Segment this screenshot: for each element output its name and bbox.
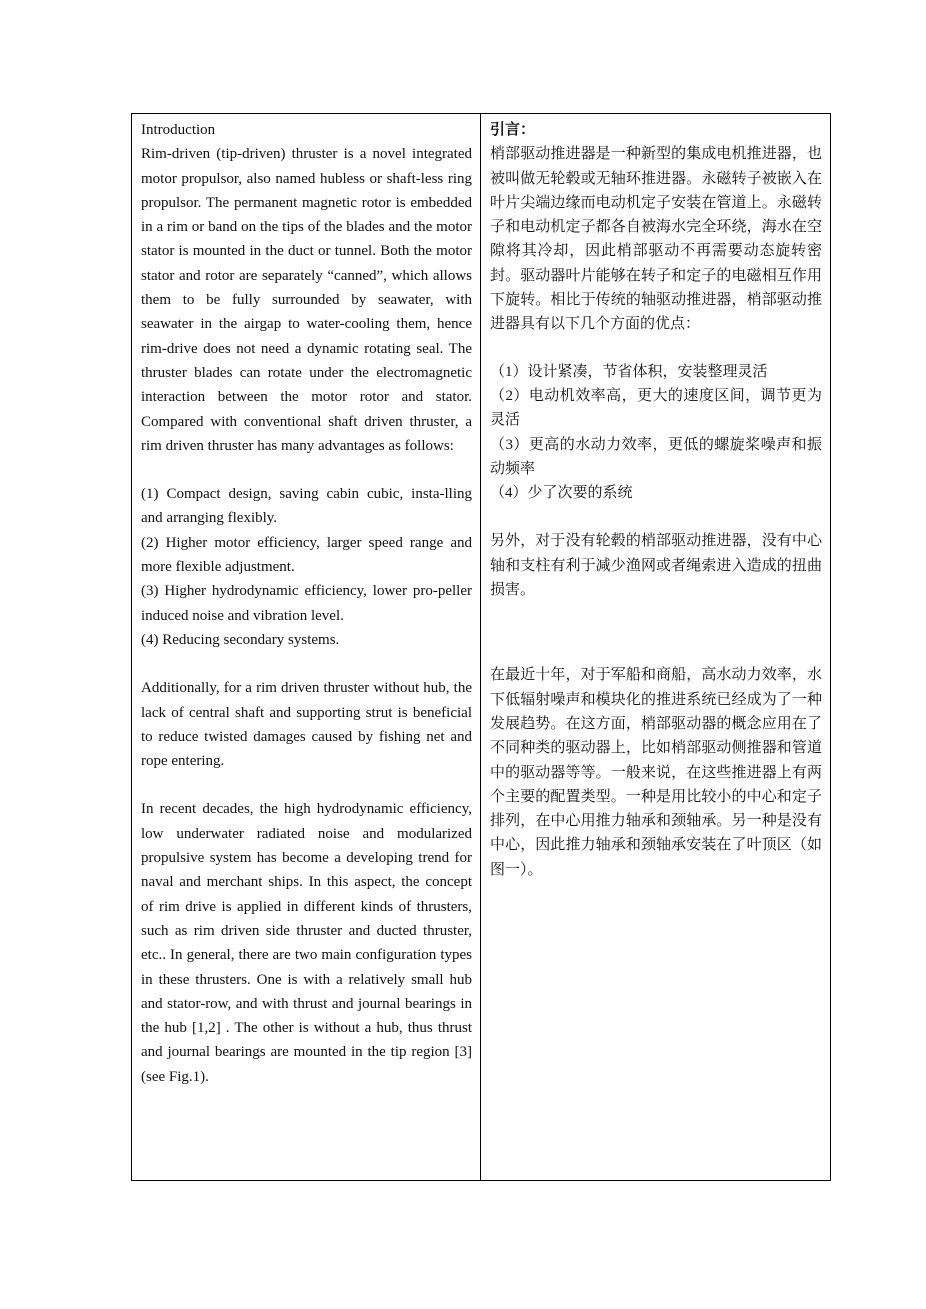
zh-advantage-1: （1）设计紧凑，节省体积，安装整理灵活	[490, 363, 768, 380]
en-intro-paragraph: Rim-driven (tip-driven) thruster is a novel integrated motor propulsor, also named hubless or shaft-less ring propulsor. The permanent magnetic rotor is embedded in a rim or band on the tips of the blades and the motor stator is mounted in the duct or tunnel. Both the motor stator and rotor are separately “canned”, which allows them to be fully surrounded by seawater, with seawater in the airgap to water-cooling them, hence rim-drive does not need a dynamic rotating seal. The thruster blades can rotate under the electromagnetic interaction between the motor rotor and stator. Compared with conventional shaft driven thruster, a rim driven thruster has many advantages as follows:	[141, 146, 472, 454]
en-additionally-paragraph: Additionally, for a rim driven thruster without hub, the lack of central shaft and supporting strut is beneficial to reduce twisted damages caused by fishing net and rope entering.	[141, 680, 472, 770]
zh-heading: 引言：	[490, 122, 536, 138]
zh-advantage-4: （4）少了次要的系统	[490, 485, 633, 502]
zh-advantage-2: （2）电动机效率高，更大的速度区间，调节更为灵活	[490, 387, 822, 429]
zh-intro-paragraph: 梢部驱动推进器是一种新型的集成电机推进器，也被叫做无轮毂或无轴环推进器。永磁转子被嵌入在叶片尖端边缘而电动机定子安装在管道上。永磁转子和电动机定子都各自被海水完全环绕，海水在空隙将其冷却，因此梢部驱动不再需要动态旋转密封。驱动器叶片能够在转子和定子的电磁相互作用下旋转。相比于传统的轴驱动推进器，梢部驱动推进器具有以下几个方面的优点：	[490, 146, 822, 333]
en-advantage-3: (3) Higher hydrodynamic efficiency, lower pro-peller induced noise and vibration level.	[141, 583, 472, 624]
en-recent-paragraph: In recent decades, the high hydrodynamic efficiency, low underwater radiated noise and modularized propulsive system has become a developing trend for naval and merchant ships. In this aspect, the concept of rim drive is applied in different kinds of thrusters, such as rim driven side thruster and ducted thruster, etc.. In general, there are two main configuration types in these thrusters. One is with a relatively small hub and stator-row, and with thrust and journal bearings in the hub [1,2] . The other is without a hub, thus thrust and journal bearings are mounted in the tip region [3] (see Fig.1).	[141, 801, 472, 1085]
chinese-column	[481, 114, 831, 1181]
en-heading: Introduction	[141, 122, 216, 138]
zh-advantage-3: （3）更高的水动力效率，更低的螺旋桨噪声和振动频率	[490, 436, 822, 477]
en-advantage-4: (4) Reducing secondary systems.	[141, 631, 340, 648]
table-row	[132, 114, 831, 1181]
zh-advantage-list	[490, 360, 822, 506]
bilingual-table	[131, 113, 831, 1181]
english-column	[132, 114, 481, 1181]
zh-additionally-paragraph: 另外，对于没有轮毂的梢部驱动推进器，没有中心轴和支柱有利于减少渔网或者绳索进入造成的扭曲损害。	[490, 533, 822, 599]
en-advantage-2: (2) Higher motor efficiency, larger speed range and more flexible adjustment.	[141, 534, 472, 576]
en-advantage-1: (1) Compact design, saving cabin cubic, insta-lling and arranging flexibly.	[141, 486, 472, 527]
zh-recent-paragraph: 在最近十年，对于军船和商船，高水动力效率，水下低辐射噪声和模块化的推进系统已经成为了一种发展趋势。在这方面，梢部驱动器的概念应用在了不同种类的驱动器上，比如梢部驱动侧推器和管道中的驱动器等等。一般来说，在这些推进器上有两个主要的配置类型。一种是用比较小的中心和定子排列，在中心用推力轴承和颈轴承。另一种是没有中心，因此推力轴承和颈轴承安装在了叶顶区（如图一）。	[490, 667, 822, 878]
